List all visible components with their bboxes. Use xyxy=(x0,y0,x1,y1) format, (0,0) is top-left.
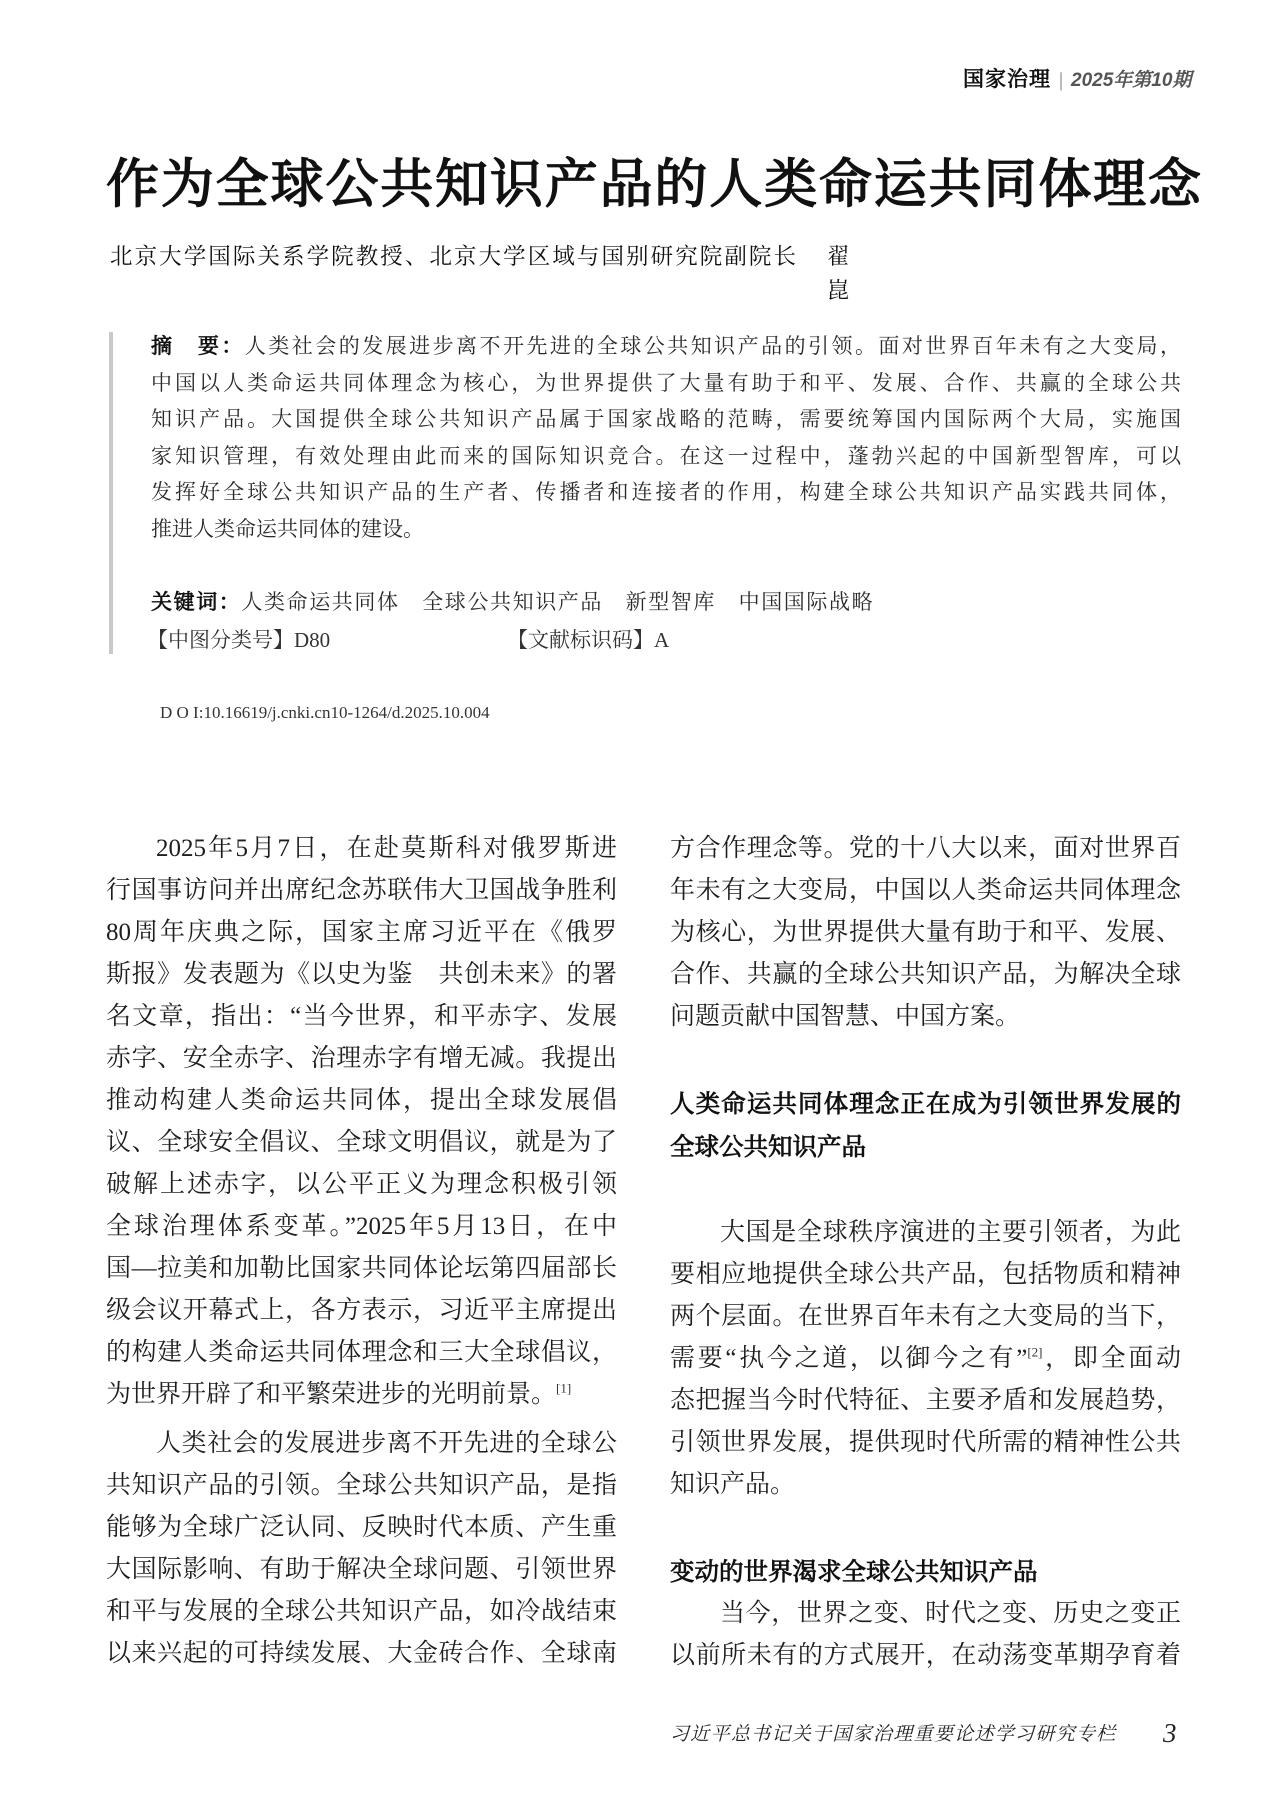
issue-number: 2025年第10期 xyxy=(1071,70,1192,91)
right-column-paragraph-2 xyxy=(670,1212,1181,1506)
classification-number: 【中图分类号】D80 xyxy=(147,628,331,652)
right-column-paragraph-1 xyxy=(670,828,1181,1038)
abstract-line: 家知识管理，有效处理由此而来的国际知识竞合。在这一过程中，蓬勃兴起的中国新型智库，可以 xyxy=(151,443,1181,468)
footer-column-name: 习近平总书记关于国家治理重要论述学习研究专栏 xyxy=(670,1724,1117,1745)
page-number: 3 xyxy=(1163,1718,1177,1748)
body-line: 当今，世界之变、时代之变、历史之变正 xyxy=(720,1600,1181,1627)
abstract-line: 发挥好全球公共知识产品的生产者、传播者和连接者的作用，构建全球公共知识产品实践共同体， xyxy=(151,480,1181,504)
left-column-paragraph-1 xyxy=(106,828,617,1416)
article-title: 作为全球公共知识产品的人类命运共同体理念 xyxy=(106,155,1201,214)
body-line: 两个层面。在世界百年未有之大变局的当下， xyxy=(670,1303,1181,1330)
body-line: 能够为全球广泛认同、反映时代本质、产生重 xyxy=(106,1514,617,1541)
keywords-text: 人类命运共同体 全球公共知识产品 新型智库 中国国际战略 xyxy=(241,590,875,614)
body-line: 要相应地提供全球公共产品，包括物质和精神 xyxy=(670,1261,1181,1288)
body-line-text: 为世界开辟了和平繁荣进步的光明前景。 xyxy=(106,1381,557,1408)
body-line: 赤字、安全赤字、治理赤字有增无减。我提出 xyxy=(106,1045,617,1072)
section-heading-line: 变动的世界渴求全球公共知识产品 xyxy=(670,1559,1038,1586)
body-line: 为核心，为世界提供大量有助于和平、发展、 xyxy=(670,919,1181,946)
body-line: 态把握当今时代特征、主要矛盾和发展趋势， xyxy=(670,1387,1181,1414)
body-line: 以来兴起的可持续发展、大金砖合作、全球南 xyxy=(106,1640,617,1667)
document-code: 【文献标识码】A xyxy=(507,628,670,652)
body-line: 人类社会的发展进步离不开先进的全球公 xyxy=(156,1430,617,1457)
body-line xyxy=(670,1338,1181,1380)
doi: D O I:10.16619/j.cnki.cn10-1264/d.2025.10.004 xyxy=(160,703,490,722)
body-line: 级会议开幕式上，各方表示，习近平主席提出 xyxy=(106,1297,617,1324)
abstract-line: 知识产品。大国提供全球公共知识产品属于国家战略的范畴，需要统筹国内国际两个大局，实施国 xyxy=(151,407,1181,431)
abstract xyxy=(151,328,1181,547)
body-line: 推动构建人类命运共同体，提出全球发展倡 xyxy=(106,1087,617,1114)
journal-name: 国家治理 xyxy=(963,68,1051,91)
right-column-paragraph-3 xyxy=(670,1593,1181,1677)
body-line: 知识产品。 xyxy=(670,1471,796,1498)
section-heading-2 xyxy=(670,1551,1181,1594)
footnote-ref: [2] xyxy=(1027,1344,1043,1360)
body-line: 大国际影响、有助于解决全球问题、引领世界 xyxy=(106,1556,617,1583)
abstract-line: 推进人类命运共同体的建设。 xyxy=(151,516,424,541)
body-line: 以前所未有的方式展开，在动荡变革期孕育着 xyxy=(670,1642,1181,1669)
abstract-label: 摘 要： xyxy=(151,335,245,358)
abstract-border xyxy=(109,332,113,654)
author-affiliation: 北京大学国际关系学院教授、北京大学区域与国别研究院副院长 xyxy=(110,244,796,269)
keywords-label: 关键词： xyxy=(151,591,242,614)
body-line: 共知识产品的引领。全球公共知识产品，是指 xyxy=(106,1472,617,1499)
left-column-paragraph-2 xyxy=(106,1423,617,1675)
body-line: 方合作理念等。党的十八大以来，面对世界百 xyxy=(670,835,1181,862)
body-line: 80周年庆典之际，国家主席习近平在《俄罗 xyxy=(106,919,617,946)
body-line: 议、全球安全倡议、全球文明倡议，就是为了 xyxy=(106,1129,617,1156)
body-line: 年未有之大变局，中国以人类命运共同体理念 xyxy=(670,877,1181,904)
body-line: 全球治理体系变革。”2025年5月13日，在中 xyxy=(106,1213,617,1240)
body-line: 斯报》发表题为《以史为鉴 共创未来》的署 xyxy=(106,961,617,988)
body-line: 大国是全球秩序演进的主要引领者，为此 xyxy=(720,1219,1181,1246)
body-line: 名文章，指出：“当今世界，和平赤字、发展 xyxy=(106,1003,617,1030)
author-name: 翟 崑 xyxy=(827,244,873,303)
abstract-text: 人类社会的发展进步离不开先进的全球公共知识产品的引领。面对世界百年未有之大变局， xyxy=(244,334,1181,358)
body-line-text: ，即全面动 xyxy=(1042,1345,1181,1372)
keywords xyxy=(151,584,874,620)
body-line: 引领世界发展，提供现时代所需的精神性公共 xyxy=(670,1429,1181,1456)
running-header xyxy=(963,64,1193,96)
author-line xyxy=(110,240,873,303)
header-separator: | xyxy=(1059,69,1064,91)
abstract-line xyxy=(151,328,1181,365)
body-line: 的构建人类命运共同体理念和三大全球倡议， xyxy=(106,1339,617,1366)
body-line: 2025年5月7日，在赴莫斯科对俄罗斯进 xyxy=(156,835,617,862)
body-line xyxy=(106,1374,617,1416)
footnote-ref: [1] xyxy=(556,1380,572,1396)
body-line: 国—拉美和加勒比国家共同体论坛第四届部长 xyxy=(106,1255,617,1282)
body-line: 行国事访问并出席纪念苏联伟大卫国战争胜利 xyxy=(106,877,617,904)
body-line: 合作、共赢的全球公共知识产品，为解决全球 xyxy=(670,961,1181,988)
body-line: 问题贡献中国智慧、中国方案。 xyxy=(670,1003,1021,1030)
section-heading-line: 人类命运共同体理念正在成为引领世界发展的 xyxy=(670,1091,1181,1118)
body-line: 和平与发展的全球公共知识产品，如冷战结束 xyxy=(106,1598,617,1625)
abstract-line: 中国以人类命运共同体理念为核心，为世界提供了大量有助于和平、发展、合作、共赢的全球公共 xyxy=(151,370,1181,395)
section-heading-1 xyxy=(670,1083,1181,1169)
body-line: 破解上述赤字，以公平正义为理念积极引领 xyxy=(106,1171,617,1198)
body-line-text: 需要“执今之道，以御今之有” xyxy=(670,1345,1028,1372)
section-heading-line: 全球公共知识产品 xyxy=(670,1134,866,1161)
